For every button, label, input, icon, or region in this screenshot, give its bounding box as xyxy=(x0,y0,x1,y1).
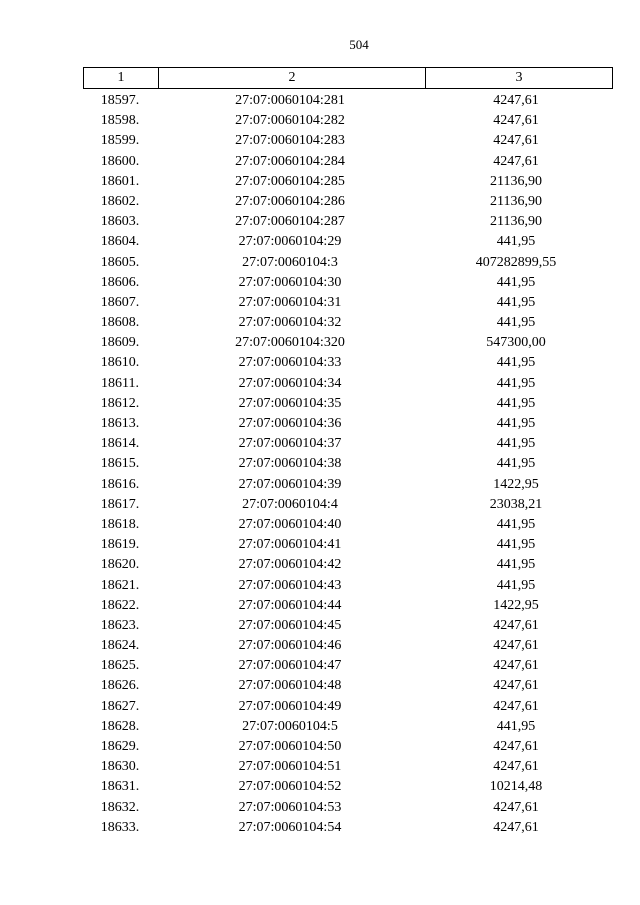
row-number: 18601. xyxy=(100,173,140,189)
table-row xyxy=(83,454,609,474)
cadastral-number: 27:07:0060104:53 xyxy=(238,799,342,815)
value: 4247,61 xyxy=(493,739,539,754)
cadastral-number: 27:07:0060104:282 xyxy=(235,113,345,129)
row-number: 18620. xyxy=(100,557,140,573)
cadastral-number: 27:07:0060104:41 xyxy=(238,537,342,553)
value: 407282899,55 xyxy=(475,254,557,270)
cadastral-number: 27:07:0060104:32 xyxy=(238,315,342,331)
row-number: 18607. xyxy=(100,294,140,310)
row-number: 18614. xyxy=(100,436,140,452)
row-number: 18602. xyxy=(100,193,140,209)
cadastral-number: 27:07:0060104:29 xyxy=(238,234,342,250)
table-body xyxy=(83,91,609,838)
value: 1422,95 xyxy=(493,597,539,613)
value: 441,95 xyxy=(496,294,536,310)
value: 1422,95 xyxy=(493,476,539,492)
header-col-2: 2 xyxy=(159,68,426,89)
value: 4247,61 xyxy=(493,93,539,108)
table-row xyxy=(83,434,609,454)
cadastral-number: 27:07:0060104:36 xyxy=(238,416,342,431)
cadastral-number: 27:07:0060104:320 xyxy=(235,335,345,351)
cadastral-number: 27:07:0060104:37 xyxy=(238,436,342,452)
cadastral-number: 27:07:0060104:54 xyxy=(238,819,342,835)
table-row xyxy=(83,253,609,273)
row-number: 18631. xyxy=(100,779,140,795)
table-row xyxy=(83,636,609,656)
cadastral-number: 27:07:0060104:30 xyxy=(238,274,342,290)
cadastral-number: 27:07:0060104:3 xyxy=(242,254,338,270)
cadastral-number: 27:07:0060104:35 xyxy=(238,395,342,411)
row-number: 18606. xyxy=(100,274,140,290)
table-row xyxy=(83,515,609,535)
row-number: 18612. xyxy=(100,395,140,411)
value: 4247,61 xyxy=(493,658,539,674)
value: 4247,61 xyxy=(493,617,539,633)
value: 441,95 xyxy=(496,274,536,290)
row-number: 18604. xyxy=(100,234,140,250)
row-number: 18615. xyxy=(100,456,140,472)
row-number: 18618. xyxy=(100,516,140,532)
row-number: 18629. xyxy=(100,739,140,754)
table-row xyxy=(83,676,609,696)
row-number: 18626. xyxy=(100,678,140,694)
table-row xyxy=(83,293,609,313)
value: 4247,61 xyxy=(493,113,539,129)
page-number: 504 xyxy=(349,37,369,52)
table-row xyxy=(83,737,609,757)
row-number: 18619. xyxy=(100,537,140,553)
row-number: 18600. xyxy=(100,153,140,169)
cadastral-number: 27:07:0060104:31 xyxy=(238,294,342,310)
cadastral-number: 27:07:0060104:40 xyxy=(238,516,342,532)
table-row xyxy=(83,414,609,434)
table-row xyxy=(83,697,609,717)
value: 441,95 xyxy=(496,718,536,734)
cadastral-number: 27:07:0060104:33 xyxy=(238,355,342,371)
table-row xyxy=(83,374,609,394)
row-number: 18628. xyxy=(100,718,140,734)
header-row xyxy=(84,68,613,89)
table-row xyxy=(83,91,609,111)
row-number: 18622. xyxy=(100,597,140,613)
table-row xyxy=(83,757,609,777)
row-number: 18605. xyxy=(100,254,140,270)
cadastral-number: 27:07:0060104:284 xyxy=(235,153,345,169)
value: 4247,61 xyxy=(493,133,539,149)
value: 4247,61 xyxy=(493,638,539,654)
table-row xyxy=(83,333,609,353)
cadastral-number: 27:07:0060104:44 xyxy=(238,597,342,613)
table-row xyxy=(83,777,609,797)
cadastral-number: 27:07:0060104:4 xyxy=(242,496,338,512)
row-number: 18633. xyxy=(100,819,140,835)
value: 441,95 xyxy=(496,436,536,452)
row-number: 18609. xyxy=(100,335,140,351)
value: 4247,61 xyxy=(493,678,539,694)
value: 21136,90 xyxy=(490,193,542,209)
table-row xyxy=(83,232,609,252)
table-row xyxy=(83,394,609,414)
header-col-1: 1 xyxy=(84,68,159,89)
value: 441,95 xyxy=(496,537,536,553)
value: 441,95 xyxy=(496,315,536,331)
row-number: 18621. xyxy=(100,577,140,593)
table-row xyxy=(83,475,609,495)
value: 441,95 xyxy=(496,395,536,411)
value: 441,95 xyxy=(496,557,536,573)
table-row xyxy=(83,495,609,515)
row-number: 18616. xyxy=(100,476,140,492)
row-number: 18623. xyxy=(100,617,140,633)
cadastral-number: 27:07:0060104:46 xyxy=(238,638,342,654)
value: 441,95 xyxy=(496,375,536,391)
cadastral-number: 27:07:0060104:43 xyxy=(238,577,342,593)
cadastral-number: 27:07:0060104:5 xyxy=(242,718,338,734)
table-row xyxy=(83,111,609,131)
cadastral-number: 27:07:0060104:287 xyxy=(235,214,345,230)
value: 4247,61 xyxy=(493,819,539,835)
cadastral-number: 27:07:0060104:49 xyxy=(238,698,342,714)
header-col-3: 3 xyxy=(426,68,613,89)
value: 23038,21 xyxy=(489,496,543,512)
value: 4247,61 xyxy=(493,799,539,815)
value: 4247,61 xyxy=(493,759,539,775)
table-row xyxy=(83,313,609,333)
value: 441,95 xyxy=(496,577,536,593)
cadastral-number: 27:07:0060104:48 xyxy=(238,678,342,694)
cadastral-number: 27:07:0060104:283 xyxy=(235,133,345,149)
row-number: 18597. xyxy=(100,93,140,108)
table-row xyxy=(83,576,609,596)
value: 21136,90 xyxy=(490,214,542,230)
value: 441,95 xyxy=(496,355,536,371)
cadastral-number: 27:07:0060104:281 xyxy=(235,93,345,108)
cadastral-number: 27:07:0060104:52 xyxy=(238,779,342,795)
table-row xyxy=(83,172,609,192)
value: 441,95 xyxy=(496,456,536,472)
row-number: 18611. xyxy=(101,375,139,391)
row-number: 18603. xyxy=(100,214,140,230)
table-row xyxy=(83,353,609,373)
table-row xyxy=(83,818,609,838)
value: 441,95 xyxy=(496,416,536,431)
cadastral-number: 27:07:0060104:39 xyxy=(238,476,342,492)
row-number: 18613. xyxy=(100,416,140,431)
table-row xyxy=(83,131,609,151)
table-row xyxy=(83,596,609,616)
table-row xyxy=(83,152,609,172)
cadastral-number: 27:07:0060104:286 xyxy=(235,193,345,209)
row-number: 18627. xyxy=(100,698,140,714)
value: 441,95 xyxy=(496,234,536,250)
table-row xyxy=(83,555,609,575)
row-number: 18617. xyxy=(100,496,140,512)
row-number: 18632. xyxy=(100,799,140,815)
row-number: 18624. xyxy=(100,638,140,654)
row-number: 18598. xyxy=(100,113,140,129)
table-row xyxy=(83,798,609,818)
row-number: 18608. xyxy=(100,315,140,331)
cadastral-number: 27:07:0060104:34 xyxy=(238,375,342,391)
table-row xyxy=(83,192,609,212)
table-row xyxy=(83,273,609,293)
table-row xyxy=(83,535,609,555)
cadastral-number: 27:07:0060104:38 xyxy=(238,456,342,472)
cadastral-number: 27:07:0060104:50 xyxy=(238,739,342,754)
value: 441,95 xyxy=(496,516,536,532)
row-number: 18610. xyxy=(100,355,140,371)
row-number: 18625. xyxy=(100,658,140,674)
row-number: 18630. xyxy=(100,759,140,775)
table-row xyxy=(83,616,609,636)
value: 21136,90 xyxy=(490,173,542,189)
table-row xyxy=(83,717,609,737)
row-number: 18599. xyxy=(100,133,140,149)
cadastral-number: 27:07:0060104:285 xyxy=(235,173,345,189)
value: 4247,61 xyxy=(493,153,539,169)
cadastral-number: 27:07:0060104:47 xyxy=(238,658,342,674)
value: 547300,00 xyxy=(486,335,546,351)
cadastral-number: 27:07:0060104:45 xyxy=(238,617,342,633)
cadastral-number: 27:07:0060104:42 xyxy=(238,557,342,573)
cadastral-number: 27:07:0060104:51 xyxy=(238,759,342,775)
table-row xyxy=(83,212,609,232)
table-row xyxy=(83,656,609,676)
value: 10214,48 xyxy=(489,779,543,795)
value: 4247,61 xyxy=(493,698,539,714)
table-header xyxy=(83,67,613,89)
